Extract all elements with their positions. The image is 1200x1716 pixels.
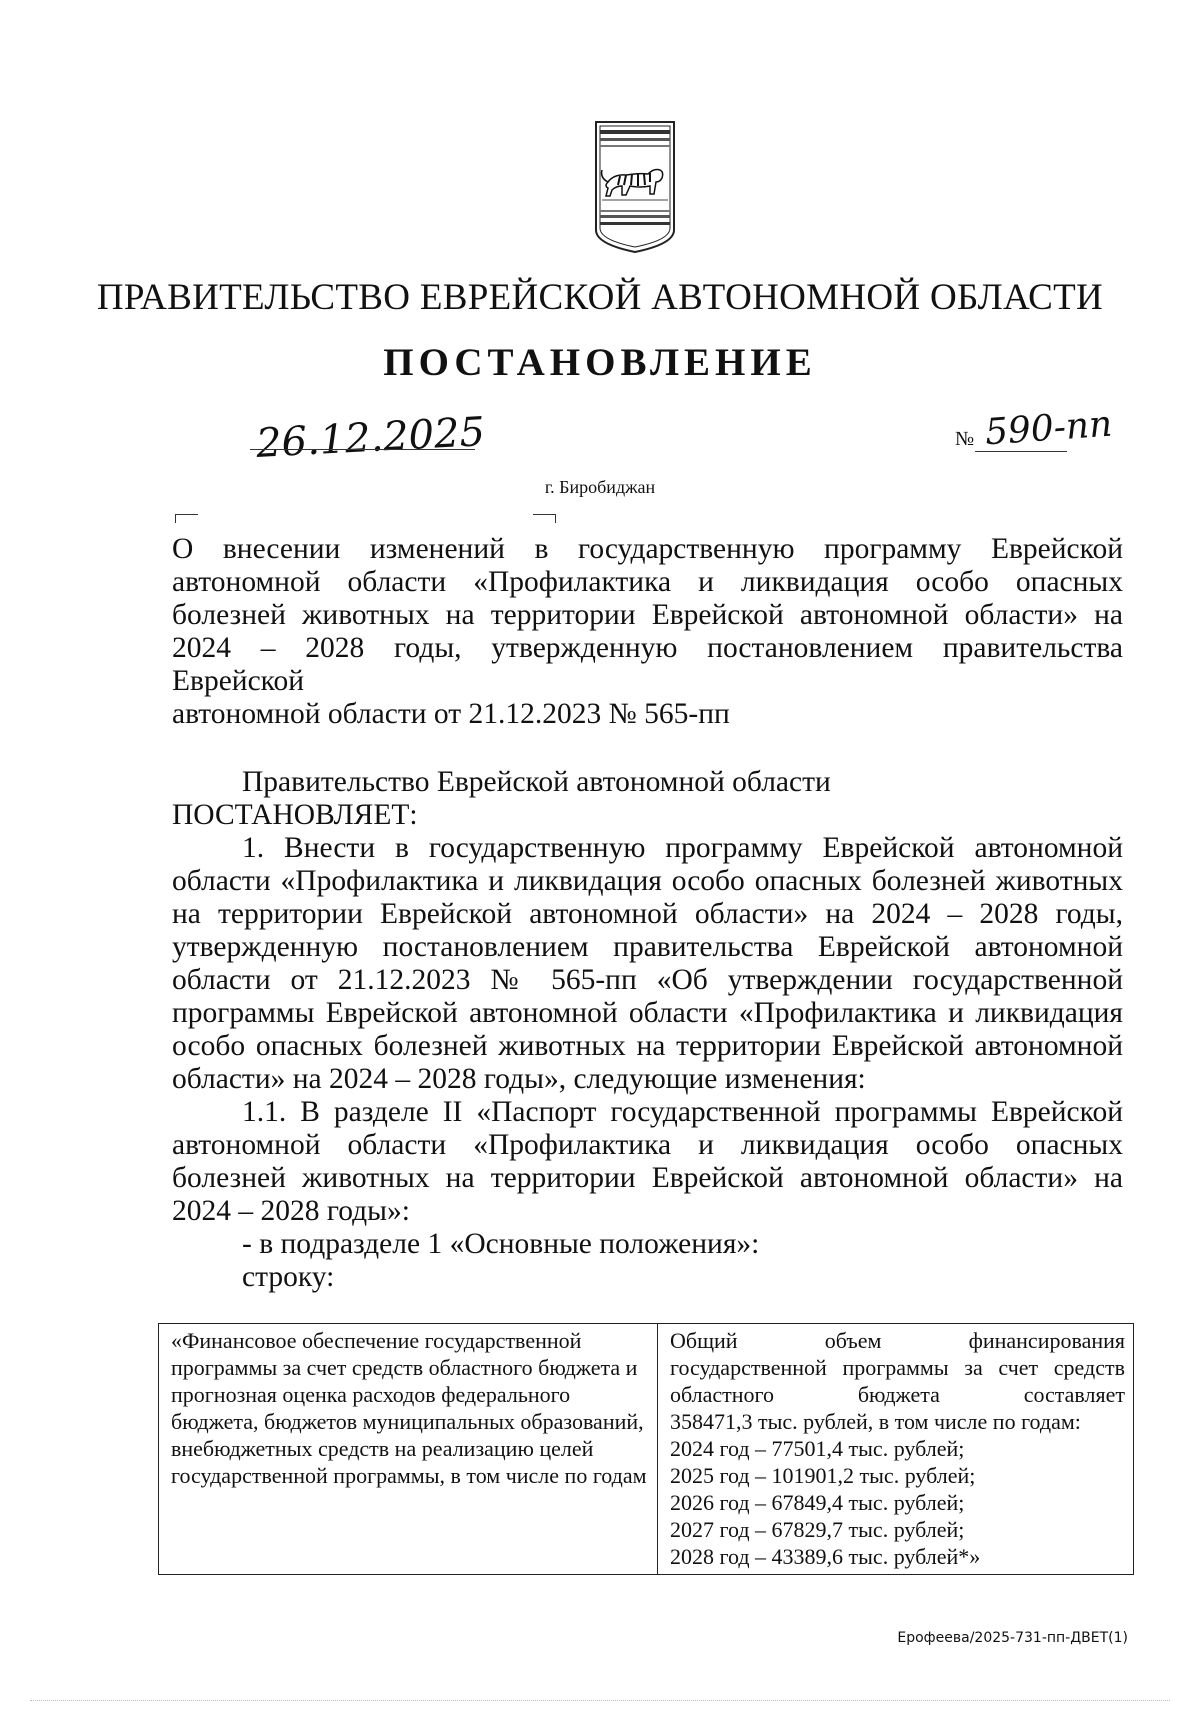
number-underline [975, 451, 1067, 452]
financing-line: 2027 год – 67829,7 тыс. рублей; [670, 1517, 965, 1542]
document-type: ПОСТАНОВЛЕНИЕ [383, 341, 817, 384]
financing-table [158, 1323, 1134, 1575]
intro-line: Правительство Еврейской автономной области [242, 766, 831, 798]
document-number: 590-пп [983, 403, 1114, 454]
resolves-line: ПОСТАНОВЛЯЕТ: [172, 799, 418, 831]
date-underline [250, 449, 475, 450]
paragraph-item-1-1: 1.1. В разделе II «Паспорт государственной программы Еврейской автономной области «Профилактика и ликвидация особо опасных болезней животных на территории Еврейской автономной области» на 2024 – 2028 годы»: [172, 1096, 1123, 1227]
financing-line: 2024 год – 77501,4 тыс. рублей; [670, 1436, 965, 1461]
table-cell-label: «Финансовое обеспечение государственной программы за счет средств областного бюджета и прогнозная оценка расходов федерального бюджета, бюджетов муниципальных образований, внебюджетных средств на реализацию целей государственной программы, в том числе по годам [159, 1324, 658, 1575]
title-bracket-left [175, 514, 198, 523]
table-cell-value [658, 1324, 1134, 1575]
subsection-line: - в подразделе 1 «Основные положения»: [242, 1228, 760, 1260]
financing-line: 2026 год – 67849,4 тыс. рублей; [670, 1490, 965, 1515]
scan-edge [30, 1700, 1170, 1701]
paragraph-item-1: 1. Внести в государственную программу Еврейской автономной области «Профилактика и ликвидация особо опасных болезней животных на территории Еврейской автономной области» на 2024 – 2028 годы, утвержденную постановлением правительства Еврейской автономной области от 21.12.2023 № 565-пп «Об утверждении государственной программы Еврейской автономной области «Профилактика и ликвидация особо опасных болезней животных на территории Еврейской автономной области» на 2024 – 2028 годы», следующие изменения: [172, 832, 1123, 1095]
financing-line: Общий объем финансирования [670, 1328, 1125, 1353]
financing-line: областного бюджета составляет [670, 1382, 1125, 1407]
title-text: О внесении изменений в государственную программу Еврейской автономной области «Профилактика и ликвидация особо опасных болезней животных на территории Еврейской автономной области» на 2024 – 2028 годы, утвержденную постановлением правительства Еврейской [172, 533, 1123, 697]
document-title [172, 533, 1123, 731]
row-label: строку: [242, 1261, 335, 1293]
organization-name: ПРАВИТЕЛЬСТВО ЕВРЕЙСКОЙ АВТОНОМНОЙ ОБЛАСТИ [96, 277, 1104, 318]
financing-line: 2025 год – 101901,2 тыс. рублей; [670, 1463, 976, 1488]
number-sign: № [955, 428, 975, 450]
footer-code: Ерофеева/2025-731-пп-ДВЕТ(1) [897, 1630, 1128, 1646]
financing-line: 2028 год – 43389,6 тыс. рублей*» [670, 1544, 981, 1569]
financing-line: 358471,3 тыс. рублей, в том числе по годам: [670, 1409, 1081, 1434]
coat-of-arms-icon [590, 118, 680, 256]
document-date: 26.12.2025 [254, 409, 487, 467]
title-last-line: автономной области от 21.12.2023 № 565-пп [172, 698, 730, 730]
table-row [159, 1324, 1134, 1575]
city-name: г. Биробиджан [544, 477, 656, 497]
document-body [172, 766, 1123, 1294]
financing-line: государственной программы за счет средств [670, 1355, 1125, 1380]
title-bracket-right [533, 514, 556, 523]
